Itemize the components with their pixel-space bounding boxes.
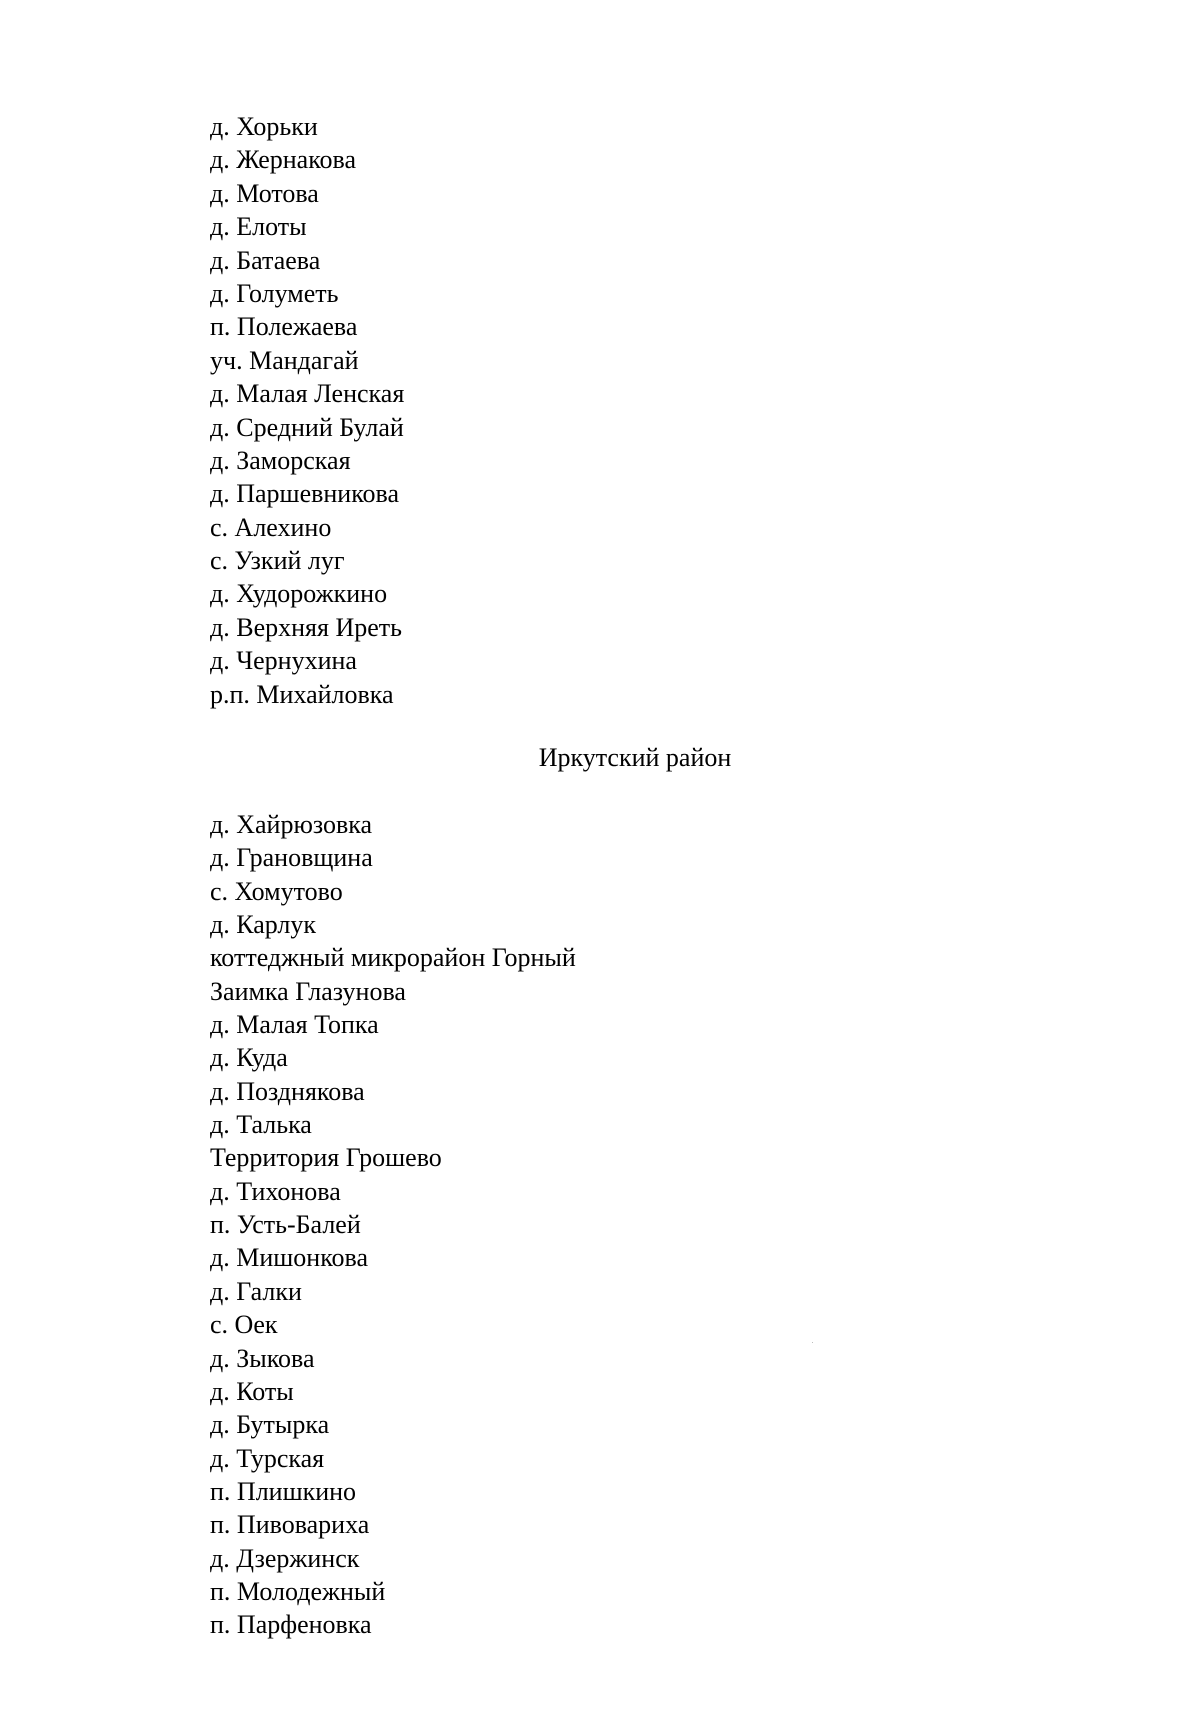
list-item: д. Верхняя Ирeть	[210, 612, 402, 642]
list-item: д. Хайрюзовка	[210, 810, 373, 839]
list-item: п. Плишкино	[210, 1476, 357, 1506]
list-item: Заимка Глазунова	[210, 976, 406, 1006]
list-item: коттеджный микрорайон Горный	[210, 943, 576, 973]
list-item: уч. Мандагай	[210, 345, 359, 375]
list-item: д. Куда	[210, 1043, 288, 1073]
list-item: с. Алехино	[210, 512, 332, 542]
list-item: д. Чернухина	[210, 646, 357, 676]
list-item: д. Жернакова	[210, 145, 356, 175]
list-item: р.п. Михайловка	[210, 679, 394, 709]
list-item: с. Оек	[210, 1310, 278, 1340]
list-item: д. Грановщина	[210, 843, 373, 873]
list-item: д. Паршевникова	[210, 479, 399, 509]
list-item: п. Молодежный	[210, 1576, 386, 1606]
list-item: д. Заморская	[210, 445, 351, 475]
settlement-list-2	[210, 808, 576, 1642]
list-item: п. Пивовариха	[210, 1510, 370, 1540]
list-item: д. Батаева	[210, 245, 321, 275]
list-item: д. Малая Ленская	[210, 379, 405, 409]
list-item: д. Малая Топка	[210, 1010, 379, 1040]
list-item: д. Голуметь	[210, 278, 339, 308]
list-item: д. Турская	[210, 1443, 325, 1473]
list-item: д. Средний Булай	[210, 412, 404, 442]
list-item: д. Галки	[210, 1276, 302, 1306]
list-item: д. Хорьки	[210, 112, 318, 141]
list-item: д. Мотова	[210, 178, 319, 208]
list-item: п. Усть-Балей	[210, 1210, 361, 1240]
list-item: д. Худорожкино	[210, 579, 388, 609]
list-item: д. Мишонкова	[210, 1243, 368, 1273]
scan-speck	[812, 1342, 813, 1343]
list-item: д. Зыкова	[210, 1343, 315, 1373]
settlement-list-1	[210, 110, 404, 711]
list-item: Территория Грошево	[210, 1143, 442, 1173]
list-item: п. Полежаева	[210, 312, 358, 342]
list-item: д. Позднякова	[210, 1076, 365, 1106]
section-heading: Иркутский район	[538, 743, 732, 772]
list-item: д. Талька	[210, 1110, 312, 1140]
list-item: д. Дзержинск	[210, 1543, 360, 1573]
list-item: д. Елоты	[210, 212, 307, 242]
list-item: с. Хомутово	[210, 876, 343, 906]
list-item: д. Тихонова	[210, 1176, 341, 1206]
list-item: с. Узкий луг	[210, 546, 345, 576]
list-item: д. Бутырка	[210, 1410, 330, 1440]
list-item: д. Коты	[210, 1376, 294, 1406]
list-item: п. Парфеновка	[210, 1610, 372, 1640]
list-item: д. Карлук	[210, 910, 317, 940]
